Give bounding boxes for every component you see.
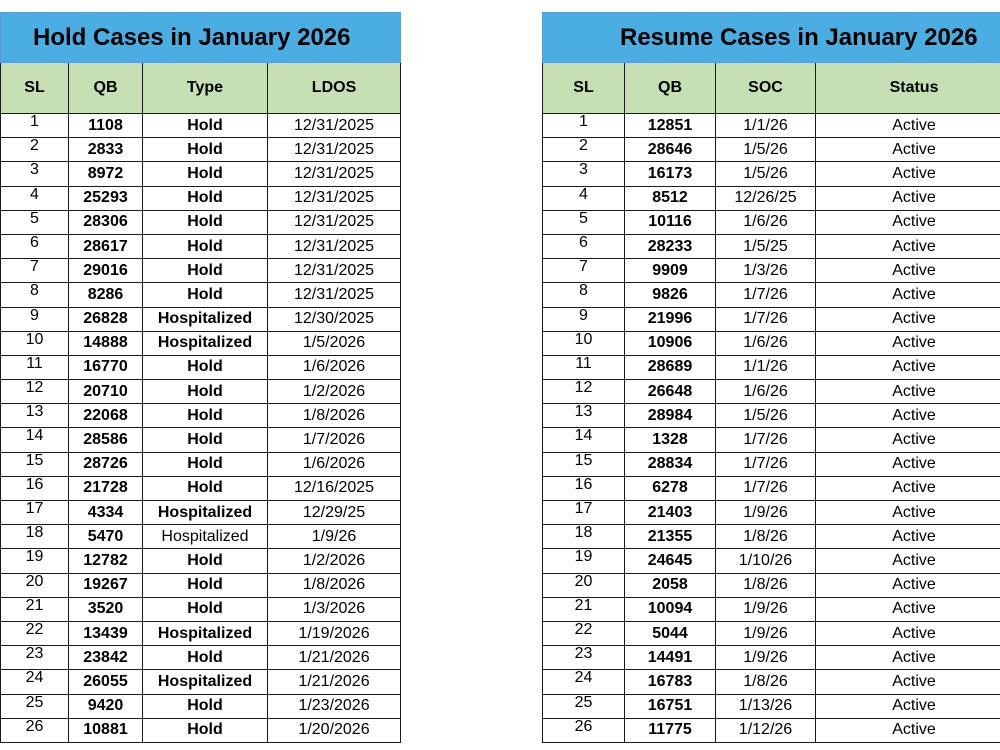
resume-cell-qb: 28689	[625, 355, 716, 379]
resume-table-row	[543, 210, 1000, 234]
resume-table-row	[543, 621, 1000, 645]
hold-cell-type: Hospitalized	[143, 621, 268, 645]
hold-cell-sl: 23	[1, 646, 69, 670]
hold-cell-type: Hold	[143, 162, 268, 186]
hold-cell-sl: 14	[1, 428, 69, 452]
resume-cell-qb: 5044	[625, 621, 716, 645]
resume-cell-status: Active	[816, 549, 1000, 573]
hold-cell-type: Hold	[143, 234, 268, 258]
hold-cell-qb: 20710	[69, 380, 143, 404]
resume-cell-sl: 5	[543, 210, 625, 234]
resume-cell-soc: 1/13/26	[716, 694, 816, 718]
hold-cell-qb: 28726	[69, 452, 143, 476]
resume-cell-soc: 1/8/26	[716, 525, 816, 549]
hold-table-row	[1, 138, 401, 162]
hold-cell-ldos: 12/31/2025	[268, 114, 401, 138]
hold-cell-qb: 26055	[69, 670, 143, 694]
resume-cell-qb: 14491	[625, 646, 716, 670]
resume-cell-status: Active	[816, 283, 1000, 307]
resume-cell-status: Active	[816, 428, 1000, 452]
resume-cell-soc: 1/7/26	[716, 452, 816, 476]
resume-cell-status: Active	[816, 718, 1000, 742]
hold-cell-qb: 14888	[69, 331, 143, 355]
hold-cell-qb: 19267	[69, 573, 143, 597]
resume-table-row	[543, 283, 1000, 307]
resume-cell-qb: 2058	[625, 573, 716, 597]
hold-header-qb: QB	[69, 63, 143, 114]
hold-table-row	[1, 694, 401, 718]
resume-cell-soc: 1/7/26	[716, 476, 816, 500]
resume-cell-status: Active	[816, 597, 1000, 621]
resume-cell-soc: 1/10/26	[716, 549, 816, 573]
resume-table-row	[543, 331, 1000, 355]
resume-cell-status: Active	[816, 234, 1000, 258]
hold-cell-ldos: 12/30/2025	[268, 307, 401, 331]
resume-table-row	[543, 307, 1000, 331]
resume-table-row	[543, 234, 1000, 258]
resume-header-status: Status	[816, 63, 1000, 114]
hold-cell-qb: 13439	[69, 621, 143, 645]
resume-cell-status: Active	[816, 573, 1000, 597]
resume-cell-soc: 1/12/26	[716, 718, 816, 742]
resume-cell-qb: 21996	[625, 307, 716, 331]
resume-cell-status: Active	[816, 646, 1000, 670]
resume-table-row	[543, 646, 1000, 670]
resume-cell-soc: 1/8/26	[716, 670, 816, 694]
hold-cell-type: Hospitalized	[143, 331, 268, 355]
resume-cell-sl: 15	[543, 452, 625, 476]
hold-cell-sl: 12	[1, 380, 69, 404]
hold-cell-sl: 7	[1, 259, 69, 283]
resume-cell-sl: 17	[543, 501, 625, 525]
hold-cell-ldos: 1/7/2026	[268, 428, 401, 452]
hold-cell-type: Hold	[143, 573, 268, 597]
resume-cell-sl: 16	[543, 476, 625, 500]
hold-cell-type: Hold	[143, 476, 268, 500]
hold-cell-ldos: 12/31/2025	[268, 138, 401, 162]
hold-table-row	[1, 186, 401, 210]
resume-cell-sl: 20	[543, 573, 625, 597]
resume-table-row	[543, 525, 1000, 549]
hold-table-row	[1, 597, 401, 621]
hold-table-body	[1, 114, 401, 743]
hold-cell-qb: 28586	[69, 428, 143, 452]
hold-cell-type: Hold	[143, 404, 268, 428]
resume-cell-qb: 16751	[625, 694, 716, 718]
hold-cell-type: Hold	[143, 452, 268, 476]
hold-table-row	[1, 114, 401, 138]
hold-cell-ldos: 1/9/26	[268, 525, 401, 549]
hold-cell-ldos: 1/3/2026	[268, 597, 401, 621]
resume-cell-sl: 1	[543, 114, 625, 138]
hold-table-row	[1, 573, 401, 597]
resume-cell-sl: 11	[543, 355, 625, 379]
hold-cell-sl: 5	[1, 210, 69, 234]
resume-cell-sl: 6	[543, 234, 625, 258]
hold-cell-type: Hold	[143, 718, 268, 742]
hold-cell-sl: 11	[1, 355, 69, 379]
hold-cell-type: Hold	[143, 428, 268, 452]
hold-cell-qb: 23842	[69, 646, 143, 670]
hold-cell-ldos: 12/16/2025	[268, 476, 401, 500]
resume-table-row	[543, 114, 1000, 138]
resume-table-row	[543, 597, 1000, 621]
hold-cell-qb: 8286	[69, 283, 143, 307]
hold-cell-sl: 1	[1, 114, 69, 138]
resume-cell-soc: 1/7/26	[716, 307, 816, 331]
resume-cell-status: Active	[816, 259, 1000, 283]
resume-cell-status: Active	[816, 694, 1000, 718]
resume-cell-sl: 13	[543, 404, 625, 428]
resume-cell-qb: 11775	[625, 718, 716, 742]
resume-table-row	[543, 501, 1000, 525]
resume-cell-qb: 10906	[625, 331, 716, 355]
resume-cell-status: Active	[816, 670, 1000, 694]
resume-cell-sl: 26	[543, 718, 625, 742]
hold-cell-ldos: 1/23/2026	[268, 694, 401, 718]
hold-cell-ldos: 1/2/2026	[268, 549, 401, 573]
hold-cell-qb: 28617	[69, 234, 143, 258]
resume-cell-status: Active	[816, 525, 1000, 549]
hold-cell-sl: 10	[1, 331, 69, 355]
resume-table-row	[543, 573, 1000, 597]
hold-table-title: Hold Cases in January 2026	[1, 13, 401, 63]
resume-title-row	[543, 13, 1000, 63]
hold-cell-type: Hospitalized	[143, 525, 268, 549]
resume-cell-sl: 3	[543, 162, 625, 186]
hold-cell-sl: 21	[1, 597, 69, 621]
hold-cell-type: Hold	[143, 259, 268, 283]
hold-header-ldos: LDOS	[268, 63, 401, 114]
hold-cell-qb: 29016	[69, 259, 143, 283]
hold-cell-type: Hold	[143, 210, 268, 234]
hold-table-row	[1, 549, 401, 573]
resume-cell-soc: 1/5/26	[716, 404, 816, 428]
hold-cell-ldos: 1/6/2026	[268, 355, 401, 379]
hold-cell-type: Hold	[143, 355, 268, 379]
resume-table-title: Resume Cases in January 2026	[543, 13, 1000, 63]
resume-cell-sl: 25	[543, 694, 625, 718]
hold-table-row	[1, 452, 401, 476]
resume-table-row	[543, 259, 1000, 283]
resume-cases-table	[542, 12, 1000, 743]
hold-table-row	[1, 355, 401, 379]
hold-cell-ldos: 1/8/2026	[268, 573, 401, 597]
hold-table-row	[1, 307, 401, 331]
resume-cell-sl: 10	[543, 331, 625, 355]
hold-header-row	[1, 63, 401, 114]
hold-cell-type: Hold	[143, 380, 268, 404]
resume-cell-status: Active	[816, 380, 1000, 404]
hold-cell-qb: 10881	[69, 718, 143, 742]
resume-cell-qb: 28984	[625, 404, 716, 428]
resume-cell-sl: 9	[543, 307, 625, 331]
hold-table-row	[1, 621, 401, 645]
hold-cases-table	[0, 12, 401, 743]
resume-cell-soc: 1/7/26	[716, 283, 816, 307]
hold-table-row	[1, 234, 401, 258]
hold-cell-qb: 3520	[69, 597, 143, 621]
resume-cell-soc: 1/8/26	[716, 573, 816, 597]
resume-table-row	[543, 718, 1000, 742]
resume-cell-qb: 9826	[625, 283, 716, 307]
resume-cell-sl: 23	[543, 646, 625, 670]
resume-cell-sl: 14	[543, 428, 625, 452]
resume-cell-sl: 22	[543, 621, 625, 645]
hold-cell-qb: 26828	[69, 307, 143, 331]
resume-cell-qb: 21355	[625, 525, 716, 549]
hold-cell-sl: 20	[1, 573, 69, 597]
hold-cell-sl: 17	[1, 501, 69, 525]
resume-cell-sl: 21	[543, 597, 625, 621]
resume-cell-qb: 16173	[625, 162, 716, 186]
resume-cell-qb: 6278	[625, 476, 716, 500]
hold-cell-type: Hold	[143, 597, 268, 621]
hold-cell-qb: 28306	[69, 210, 143, 234]
resume-cell-status: Active	[816, 114, 1000, 138]
resume-table-row	[543, 549, 1000, 573]
resume-cell-soc: 12/26/25	[716, 186, 816, 210]
hold-cell-type: Hold	[143, 549, 268, 573]
hold-table-row	[1, 501, 401, 525]
hold-cell-sl: 6	[1, 234, 69, 258]
hold-header-type: Type	[143, 63, 268, 114]
hold-table-row	[1, 646, 401, 670]
resume-cell-soc: 1/9/26	[716, 621, 816, 645]
hold-cell-type: Hospitalized	[143, 670, 268, 694]
hold-title-row	[1, 13, 401, 63]
resume-cell-qb: 1328	[625, 428, 716, 452]
hold-cell-qb: 21728	[69, 476, 143, 500]
hold-cell-sl: 19	[1, 549, 69, 573]
hold-table-row	[1, 476, 401, 500]
hold-cell-type: Hospitalized	[143, 501, 268, 525]
hold-table-row	[1, 404, 401, 428]
hold-cell-qb: 4334	[69, 501, 143, 525]
hold-cell-ldos: 1/19/2026	[268, 621, 401, 645]
hold-table-row	[1, 380, 401, 404]
resume-table-row	[543, 380, 1000, 404]
resume-cell-soc: 1/6/26	[716, 210, 816, 234]
resume-table-row	[543, 670, 1000, 694]
resume-cell-qb: 10094	[625, 597, 716, 621]
hold-cell-qb: 9420	[69, 694, 143, 718]
resume-table-row	[543, 138, 1000, 162]
resume-table-row	[543, 162, 1000, 186]
resume-header-qb: QB	[625, 63, 716, 114]
hold-cell-type: Hold	[143, 283, 268, 307]
resume-cell-sl: 12	[543, 380, 625, 404]
resume-cell-qb: 26648	[625, 380, 716, 404]
hold-cell-sl: 13	[1, 404, 69, 428]
hold-cell-type: Hold	[143, 694, 268, 718]
resume-header-sl: SL	[543, 63, 625, 114]
hold-table-row	[1, 428, 401, 452]
hold-cell-type: Hold	[143, 646, 268, 670]
resume-cell-qb: 28834	[625, 452, 716, 476]
resume-cell-sl: 18	[543, 525, 625, 549]
hold-cell-sl: 3	[1, 162, 69, 186]
resume-header-row	[543, 63, 1000, 114]
hold-cell-qb: 12782	[69, 549, 143, 573]
resume-cell-qb: 21403	[625, 501, 716, 525]
resume-table-row	[543, 404, 1000, 428]
resume-cell-soc: 1/9/26	[716, 501, 816, 525]
hold-cell-type: Hold	[143, 138, 268, 162]
resume-header-soc: SOC	[716, 63, 816, 114]
hold-cell-type: Hold	[143, 114, 268, 138]
hold-cell-ldos: 1/6/2026	[268, 452, 401, 476]
hold-table-row	[1, 525, 401, 549]
resume-cell-status: Active	[816, 210, 1000, 234]
resume-cell-sl: 8	[543, 283, 625, 307]
hold-table-row	[1, 331, 401, 355]
resume-table-row	[543, 476, 1000, 500]
hold-cell-sl: 4	[1, 186, 69, 210]
hold-cell-type: Hospitalized	[143, 307, 268, 331]
resume-cell-soc: 1/9/26	[716, 597, 816, 621]
resume-cell-qb: 8512	[625, 186, 716, 210]
resume-table-row	[543, 355, 1000, 379]
resume-cell-status: Active	[816, 186, 1000, 210]
hold-cell-qb: 16770	[69, 355, 143, 379]
hold-cell-ldos: 12/31/2025	[268, 234, 401, 258]
hold-cell-sl: 2	[1, 138, 69, 162]
resume-cell-sl: 7	[543, 259, 625, 283]
hold-cell-qb: 22068	[69, 404, 143, 428]
hold-cell-ldos: 1/2/2026	[268, 380, 401, 404]
hold-header-sl: SL	[1, 63, 69, 114]
hold-cell-ldos: 12/31/2025	[268, 162, 401, 186]
resume-cell-soc: 1/5/26	[716, 162, 816, 186]
hold-table-row	[1, 718, 401, 742]
resume-cell-status: Active	[816, 621, 1000, 645]
hold-cell-ldos: 12/31/2025	[268, 186, 401, 210]
resume-table-body	[543, 114, 1000, 743]
resume-cell-soc: 1/6/26	[716, 331, 816, 355]
hold-cell-sl: 18	[1, 525, 69, 549]
hold-cell-sl: 24	[1, 670, 69, 694]
hold-cell-ldos: 12/31/2025	[268, 210, 401, 234]
hold-cell-ldos: 12/31/2025	[268, 259, 401, 283]
resume-cell-soc: 1/1/26	[716, 355, 816, 379]
resume-cell-soc: 1/5/25	[716, 234, 816, 258]
hold-cell-qb: 8972	[69, 162, 143, 186]
resume-cell-soc: 1/9/26	[716, 646, 816, 670]
hold-cell-qb: 1108	[69, 114, 143, 138]
resume-cell-soc: 1/6/26	[716, 380, 816, 404]
resume-cell-soc: 1/3/26	[716, 259, 816, 283]
resume-cell-status: Active	[816, 476, 1000, 500]
resume-table-row	[543, 428, 1000, 452]
resume-cell-status: Active	[816, 355, 1000, 379]
hold-cell-ldos: 1/21/2026	[268, 670, 401, 694]
resume-cell-soc: 1/5/26	[716, 138, 816, 162]
resume-cell-soc: 1/7/26	[716, 428, 816, 452]
resume-cell-qb: 28646	[625, 138, 716, 162]
hold-cell-ldos: 1/21/2026	[268, 646, 401, 670]
resume-cell-sl: 4	[543, 186, 625, 210]
hold-cell-ldos: 12/31/2025	[268, 283, 401, 307]
hold-cell-qb: 2833	[69, 138, 143, 162]
resume-cell-status: Active	[816, 138, 1000, 162]
hold-cell-sl: 9	[1, 307, 69, 331]
hold-cell-qb: 5470	[69, 525, 143, 549]
resume-cell-qb: 10116	[625, 210, 716, 234]
resume-cell-sl: 2	[543, 138, 625, 162]
hold-cell-ldos: 1/8/2026	[268, 404, 401, 428]
hold-cell-ldos: 12/29/25	[268, 501, 401, 525]
resume-cell-qb: 16783	[625, 670, 716, 694]
hold-cell-ldos: 1/20/2026	[268, 718, 401, 742]
resume-cell-soc: 1/1/26	[716, 114, 816, 138]
hold-table-row	[1, 210, 401, 234]
resume-cell-status: Active	[816, 404, 1000, 428]
hold-table-row	[1, 670, 401, 694]
resume-cell-qb: 12851	[625, 114, 716, 138]
resume-cell-sl: 24	[543, 670, 625, 694]
resume-cell-status: Active	[816, 331, 1000, 355]
hold-cell-type: Hold	[143, 186, 268, 210]
hold-cell-sl: 25	[1, 694, 69, 718]
resume-cell-sl: 19	[543, 549, 625, 573]
hold-table-row	[1, 259, 401, 283]
hold-cell-qb: 25293	[69, 186, 143, 210]
hold-table-row	[1, 162, 401, 186]
resume-table-row	[543, 694, 1000, 718]
hold-cell-sl: 16	[1, 476, 69, 500]
resume-cell-status: Active	[816, 501, 1000, 525]
resume-cell-status: Active	[816, 162, 1000, 186]
resume-table-row	[543, 452, 1000, 476]
resume-cell-qb: 9909	[625, 259, 716, 283]
resume-cell-status: Active	[816, 452, 1000, 476]
resume-cell-qb: 28233	[625, 234, 716, 258]
hold-cell-sl: 26	[1, 718, 69, 742]
hold-table-row	[1, 283, 401, 307]
hold-cell-ldos: 1/5/2026	[268, 331, 401, 355]
resume-cell-status: Active	[816, 307, 1000, 331]
resume-cell-qb: 24645	[625, 549, 716, 573]
hold-cell-sl: 22	[1, 621, 69, 645]
hold-cell-sl: 8	[1, 283, 69, 307]
hold-cell-sl: 15	[1, 452, 69, 476]
resume-table-row	[543, 186, 1000, 210]
